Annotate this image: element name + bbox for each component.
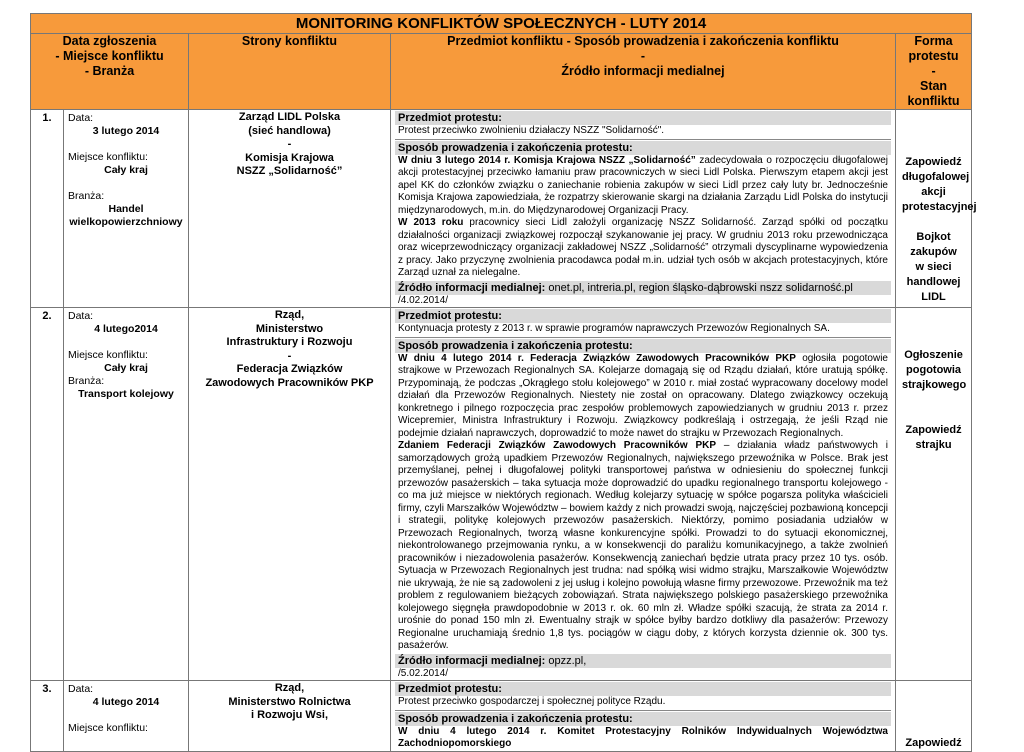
industry: Handel — [108, 203, 144, 215]
method-text: W dniu 4 lutego 2014 r. Komitet Protestacyjny Rolników Indywidualnych Województwa Zachodniopomorskiego — [398, 725, 888, 749]
source-date: /4.02.2014/ — [398, 294, 449, 306]
report-date: 4 lutego2014 — [94, 323, 158, 335]
source-text: onet.pl, intreria.pl, region śląsko-dąbrowski nszz solidarność.pl — [548, 281, 853, 294]
conflict-description — [391, 681, 896, 752]
row-number: 1. — [31, 110, 64, 308]
conflict-description — [391, 110, 896, 308]
row-date-place: Data: 4 lutego2014 Miejsce konfliktu: Cały kraj Branża: Transport kolejowy — [64, 308, 189, 681]
protest-form: Zapowiedź — [896, 681, 972, 752]
method-heading: Sposób prowadzenia i zakończenia protestu: — [395, 712, 891, 726]
subject-text: Protest przeciwko zwolnieniu działaczy NSZZ "Solidarność". — [398, 125, 665, 136]
protest-form: Ogłoszenie pogotowia strajkowego Zapowiedź strajku — [896, 308, 972, 681]
header-subject: Przedmiot konfliktu - Sposób prowadzenia i zakończenia konfliktu - Źródło informacji medialnej — [391, 34, 896, 110]
method-text: W dniu 4 lutego 2014 r. Federacja Związków Zawodowych Pracowników PKP ogłosiła pogotowie strajkowe w Przewozach Regionalnych SA. Kolejarze domagają się od Rządu działań, które uratują spółkę. Przypominają, że podczas „Okrągłego stołu kolejowego” w 2010 r. miał zostać wypracowany docelowy model działań dla Przewozów Regionalnych. Niestety nie został on opracowany. Dlatego związkowcy oczekują konkretnego i pilnego rozpoczęcia prac zespołów problemowych zapowiedzianych w grudniu 2013 r. przez Wicepremier, Ministra Infrastruktury i Rozwoju. Związkowcy podkreślają i ostrzegają, że jeśli Rząd nie podejmie działań naprawczych, doprowadzić to może nawet do strajku w Przewozach Regionalnych. Zdaniem Federacji Związków Zawodowych Pracowników PKP – działania władz państwowych i samorządowych grożą upadkiem Przewozów Regionalnych, największego przewoźnika w Polsce. Brak jest przemyślanej, pełnej i długofalowej polityki transportowej państwa w odniesieniu do społecznej funkcji przewozów pasażerskich – taka sytuacja może doprowadzić do upadku regionalnego transportu kolejowego - co ma już miejsce w niektórych regionach. Według kolejarzy sytuację w spółce pogarsza polityka właścicieli firmy, czyli Marszałków Województw – bowiem każdy z nich prowadzi swoją, najczęściej pozbawioną koncepcji i strategii, politykę kolejowych przewozów pasażerskich. Niektórzy, pomimo posiadania udziałów w Przewozach Regionalnych, tworzą własne konkurencyjne spółki. Prowadzi to do sytuacji ekonomicznej, niekontrolowanego przejmowania rynku, a w konsekwencji do paraliżu komunikacyjnego, a także zwolnień pracowników i niezadowolenia pasażerów. Konsekwencją zaniechań będzie utrata pracy przez 10 tys. osób. Sytuacja w Przewozach Regionalnych jest trudna: nad spółką wisi widmo strajku, Marszałkowie Województw nie ukrywają, że nie są zadowoleni z jej usług i kolejno powołują własne firmy przewozowe. Przewoźnik ma też problem z regulowaniem bieżących zobowiązań. Strata największego polskiego pasażerskiego przewoźnika kolejowego sięgnęła prawdopodobnie w 2013 r. ok. 60 mln zł. Władze spółki szacują, że strata za 2014 r. urośnie do ponad 150 mln zł. Ewentualny strajk w spółce byłby bardzo dotkliwy dla pasażerów: Przewozy Regionalne uruchamiają średnio 1,8 tys. pociągów w ciągu doby, z których korzysta dziennie ok. 300 tys. pasażerów. — [398, 352, 888, 651]
subject-heading: Przedmiot protestu: — [395, 111, 891, 125]
method-heading: Sposób prowadzenia i zakończenia protestu: — [395, 141, 891, 155]
subject-text: Protest przeciwko gospodarczej i społecznej polityce Rządu. — [398, 696, 666, 707]
subject-text: Kontynuacja protesty z 2013 r. w sprawie programów naprawczych Przewozów Regionalnych SA. — [398, 323, 830, 334]
header-parties: Strony konfliktu — [189, 34, 391, 110]
table-header-row — [31, 34, 972, 110]
subject-heading: Przedmiot protestu: — [395, 682, 891, 696]
header-date-place-industry: Data zgłoszenia - Miejsce konfliktu - Branża — [31, 34, 189, 110]
conflicts-table — [30, 13, 977, 752]
header-protest-form: Forma protestu - Stan konfliktu — [896, 34, 972, 110]
table-row — [31, 308, 972, 681]
table-row — [31, 110, 972, 308]
row-date-place: Data: 3 lutego 2014 Miejsce konfliktu: Cały kraj Branża: Handel wielkopowierzchniowy — [64, 110, 189, 308]
row-number: 3. — [31, 681, 64, 752]
conflict-parties: Rząd, Ministerstwo Infrastruktury i Rozwoju - Federacja Związków Zawodowych Pracowników PKP — [189, 308, 391, 681]
method-heading: Sposób prowadzenia i zakończenia protestu: — [395, 339, 891, 353]
industry: Transport kolejowy — [78, 388, 174, 400]
subject-heading: Przedmiot protestu: — [395, 309, 891, 323]
conflict-place: Cały kraj — [104, 362, 148, 374]
table-row — [31, 681, 972, 752]
source-heading: Źródło informacji medialnej: onet.pl, intreria.pl, region śląsko-dąbrowski nszz solidarność.pl — [395, 281, 891, 295]
source-date: /5.02.2014/ — [398, 667, 449, 679]
row-number: 2. — [31, 308, 64, 681]
conflict-place: Cały kraj — [104, 164, 148, 176]
report-date: 4 lutego 2014 — [92, 696, 160, 708]
source-text: opzz.pl, — [548, 654, 587, 667]
method-text: W dniu 3 lutego 2014 r. Komisja Krajowa NSZZ „Solidarność” zadecydowała o rozpoczęciu długofalowej akcji protestacyjnej przeciwko łamaniu praw pracowniczych w sieci Lidl Polska. Pierwszym etapem akcji jest apel KK do członków związku o zaniechanie robienia zakupów w sieci Lidl przez cały luty br. Jednocześnie Komisja Krajowa zapowiedziała, że rozpatrzy skierowanie skargi na działania Zarządu Lidl Polska do instytucji międzynarodowych, m.in. do Międzynarodowej Organizacji Pracy. W 2013 roku pracownicy sieci Lidl założyli organizację NSZZ Solidarność. Zarząd spółki od początku działalności organizacji związkowej rozpoczął szykanowanie jej pracy. W grudniu 2013 roku przewodnicząca oraz wiceprzewodniczący organizacji zakładowej NSZZ „Solidarność” otrzymali dyscyplinarne wypowiedzenia z pracy. Jako przyczynę zwolnienia pracodawca podał m.in. udział tych osób w akcjach protestacyjnych, które Zarząd uznał za nielegalne. — [398, 154, 888, 278]
row-date-place: Data: 4 lutego 2014 Miejsce konfliktu: — [64, 681, 189, 752]
document-title: MONITORING KONFLIKTÓW SPOŁECZNYCH - LUTY 2014 — [31, 14, 972, 34]
protest-form: Zapowiedź długofalowej akcji protestacyjnej Bojkot zakupów w sieci handlowej LIDL — [896, 110, 972, 308]
conflict-parties: Zarząd LIDL Polska (sieć handlowa) - Komisja Krajowa NSZZ „Solidarność” — [189, 110, 391, 308]
conflict-description — [391, 308, 896, 681]
conflict-parties: Rząd, Ministerstwo Rolnictwa i Rozwoju Wsi, — [189, 681, 391, 752]
report-date: 3 lutego 2014 — [92, 125, 160, 137]
source-heading: Źródło informacji medialnej: opzz.pl, — [395, 654, 891, 668]
monitoring-document — [30, 13, 977, 752]
